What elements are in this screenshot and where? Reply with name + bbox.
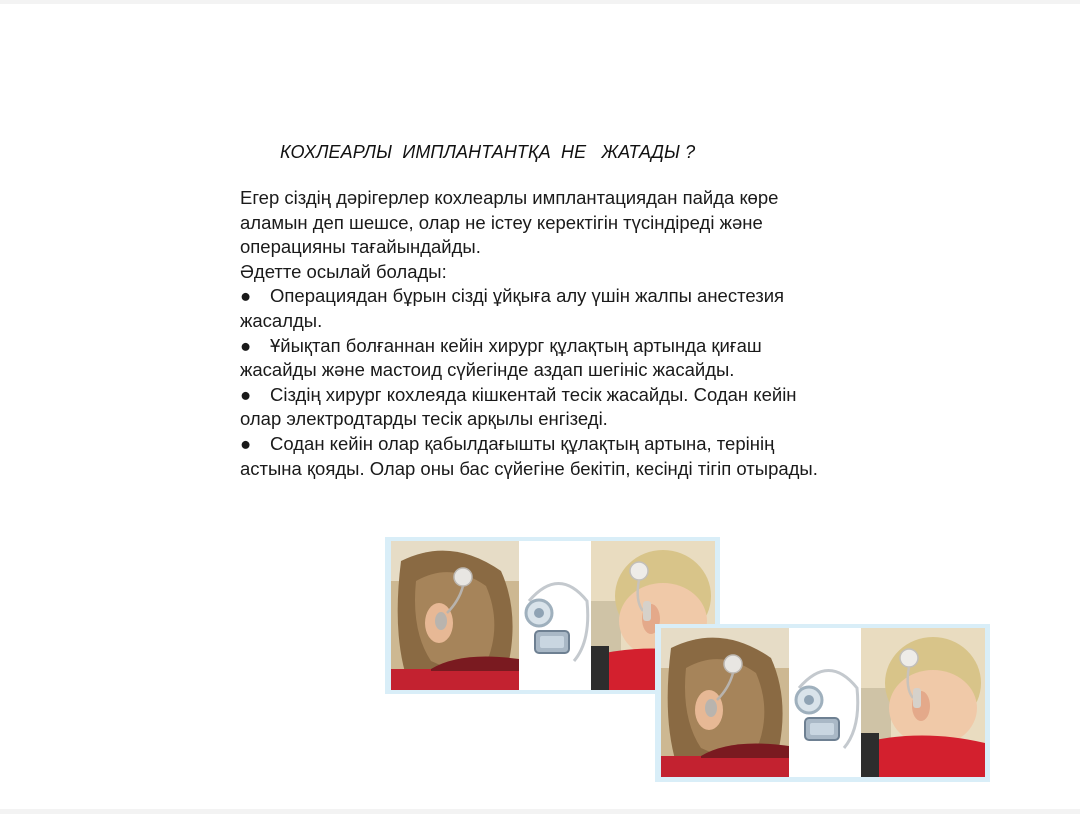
bullet-text: Ұйықтап болғаннан кейін хирург құлақтың артында қиғаш жасайды және мастоид сүйегінде аздап шегініс жасайды.: [240, 334, 762, 381]
bullet-icon: ●: [240, 383, 252, 405]
bullet-item-2: [240, 334, 840, 383]
girl-with-implant-photo: [661, 628, 789, 777]
bullet-item-4: [240, 432, 840, 481]
bullet-text: Содан кейін олар қабылдағышты құлақтың артына, терінің астына қояды. Олар оны бас сүйегіне бекітіп, кесінді тігіп отырады.: [240, 432, 818, 479]
bullet-icon: ●: [240, 285, 252, 307]
bullet-item-3: [240, 383, 840, 432]
document-body: [240, 186, 840, 481]
lead-paragraph: Әдетте осылай болады:: [240, 260, 447, 282]
boy-with-implant-photo: [861, 628, 985, 777]
intro-paragraph: Егер сіздің дәрігерлер кохлеарлы имплантациядан пайда көре аламын деп шешсе, олар не істеу керектігін түсіндіреді және операцияны тағайындайды.: [240, 187, 779, 258]
implant-device-photo: [519, 541, 591, 690]
girl-with-implant-photo: [391, 541, 519, 690]
bullet-text: Сіздің хирург кохлеяда кішкентай тесік жасайды. Содан кейін олар электродтарды тесік арқылы енгізеді.: [240, 383, 797, 430]
bullet-text: Операциядан бұрын сізді ұйқыға алу үшін жалпы анестезия жасалды.: [240, 285, 785, 331]
bullet-icon: ●: [240, 334, 252, 356]
document-title: КОХЛЕАРЛЫ ИМПЛАНТАНТҚА НЕ ЖАТАДЫ ?: [280, 142, 696, 162]
bullet-icon: ●: [240, 432, 252, 454]
implant-device-photo: [789, 628, 861, 777]
bullet-item-1: [240, 284, 840, 333]
implant-photo-strip-2: [655, 624, 990, 782]
document-page: [0, 4, 1080, 809]
